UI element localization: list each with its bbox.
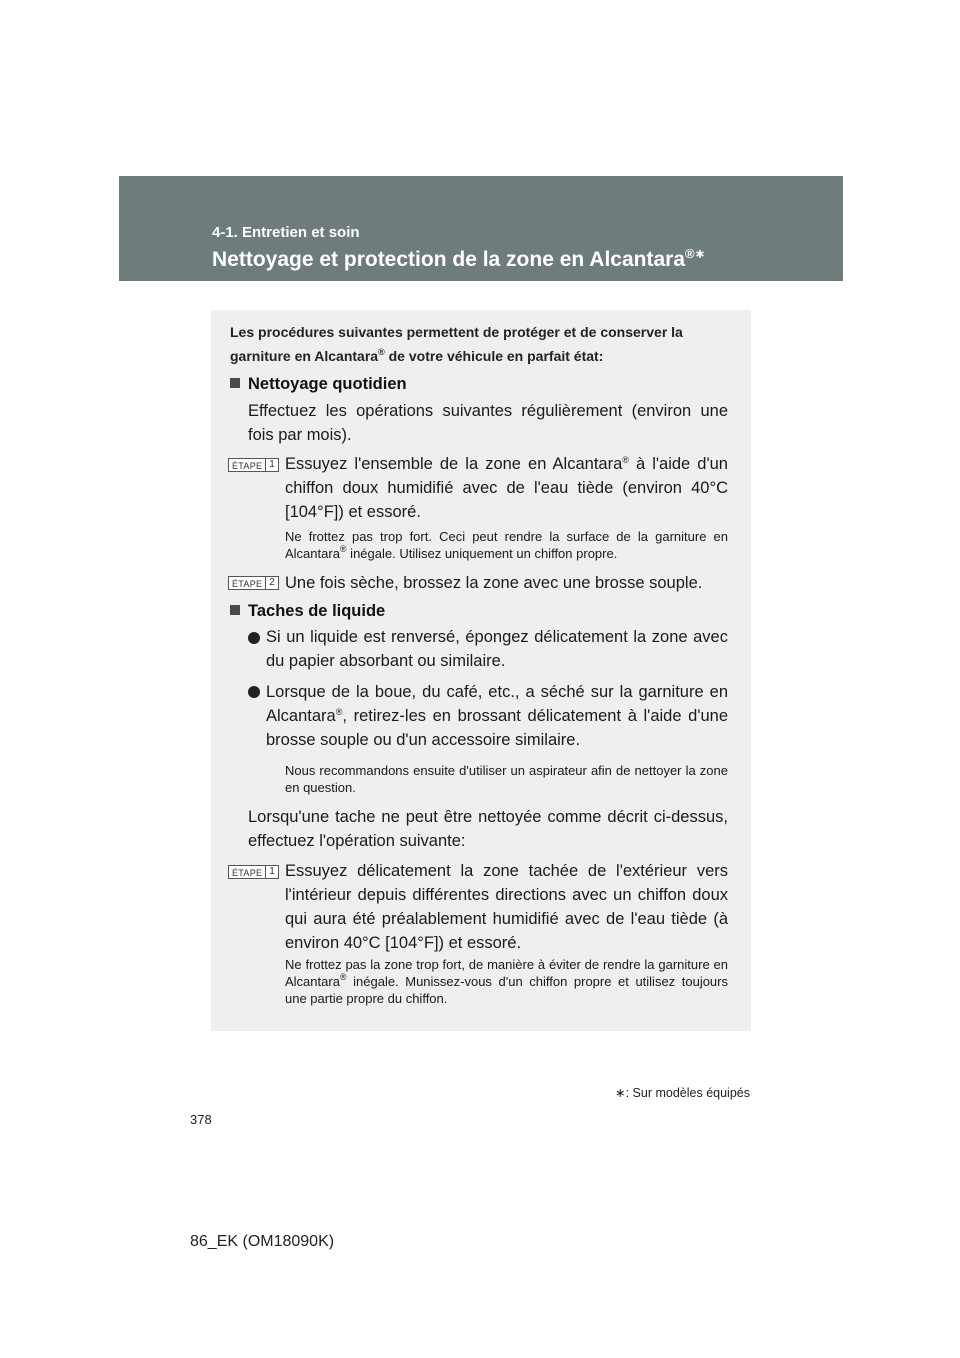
daily-step1-text: Essuyez l'ensemble de la zone en Alcantara® à l'aide d'un chiffon doux humidifié avec de l'eau tiède (environ 40°C [104°F]) et essoré.: [285, 455, 728, 521]
step-badge: ÉTAPE 1: [228, 458, 279, 472]
daily-cleaning-heading: Nettoyage quotidien: [230, 375, 407, 394]
footnote: ∗: Sur modèles équipés: [615, 1086, 750, 1100]
page-title: Nettoyage et protection de la zone en Alcantara®∗: [212, 246, 706, 271]
daily-step1-note: Ne frottez pas trop fort. Ceci peut rendre la surface de la garniture en Alcantara® inégale. Utilisez uniquement un chiffon propre.: [285, 529, 728, 561]
section-label: 4-1. Entretien et soin: [212, 224, 360, 241]
stains-step1-text: Essuyez délicatement la zone tachée de l'extérieur vers l'intérieur depuis différentes directions avec un chiffon doux qui aura été préalablement humidifié avec de l'eau tiède (à environ 40°C [104°F]) et essoré.: [285, 862, 728, 952]
page-number: 378: [190, 1112, 212, 1127]
stains-bullet-2: Lorsque de la boue, du café, etc., a séché sur la garniture en Alcantara®, retirez-les en brossant délicatement à l'aide d'une brosse souple ou d'un accessoire similaire.: [266, 683, 728, 749]
stains-bullet-1: Si un liquide est renversé, épongez délicatement la zone avec du papier absorbant ou similaire.: [266, 628, 728, 670]
daily-cleaning-text: Effectuez les opérations suivantes régulièrement (environ une fois par mois).: [248, 402, 728, 444]
stains-note: Nous recommandons ensuite d'utiliser un aspirateur afin de nettoyer la zone en question.: [285, 763, 728, 795]
stains-after-text: Lorsqu'une tache ne peut être nettoyée comme décrit ci-dessus, effectuez l'opération suivante:: [248, 808, 728, 850]
round-bullet-icon: [248, 686, 260, 698]
step-badge: ÉTAPE 2: [228, 576, 279, 590]
intro-text: Les procédures suivantes permettent de protéger et de conserver la garniture en Alcantara® de votre véhicule en parfait état:: [230, 324, 683, 364]
stains-step1-note: Ne frottez pas la zone trop fort, de manière à éviter de rendre la garniture en Alcantara® inégale. Munissez-vous d'un chiffon propre et utilisez toujours une partie propre du chiffon.: [285, 957, 728, 1006]
document-id: 86_EK (OM18090K): [190, 1233, 335, 1250]
round-bullet-icon: [248, 632, 260, 644]
square-bullet-icon: [230, 378, 240, 388]
step-badge: ÉTAPE 1: [228, 865, 279, 879]
daily-step2-text: Une fois sèche, brossez la zone avec une brosse souple.: [285, 574, 703, 592]
square-bullet-icon: [230, 605, 240, 615]
asterisk-icon: ∗: [694, 246, 706, 261]
stains-heading: Taches de liquide: [230, 602, 385, 621]
chapter-header: [119, 176, 843, 281]
